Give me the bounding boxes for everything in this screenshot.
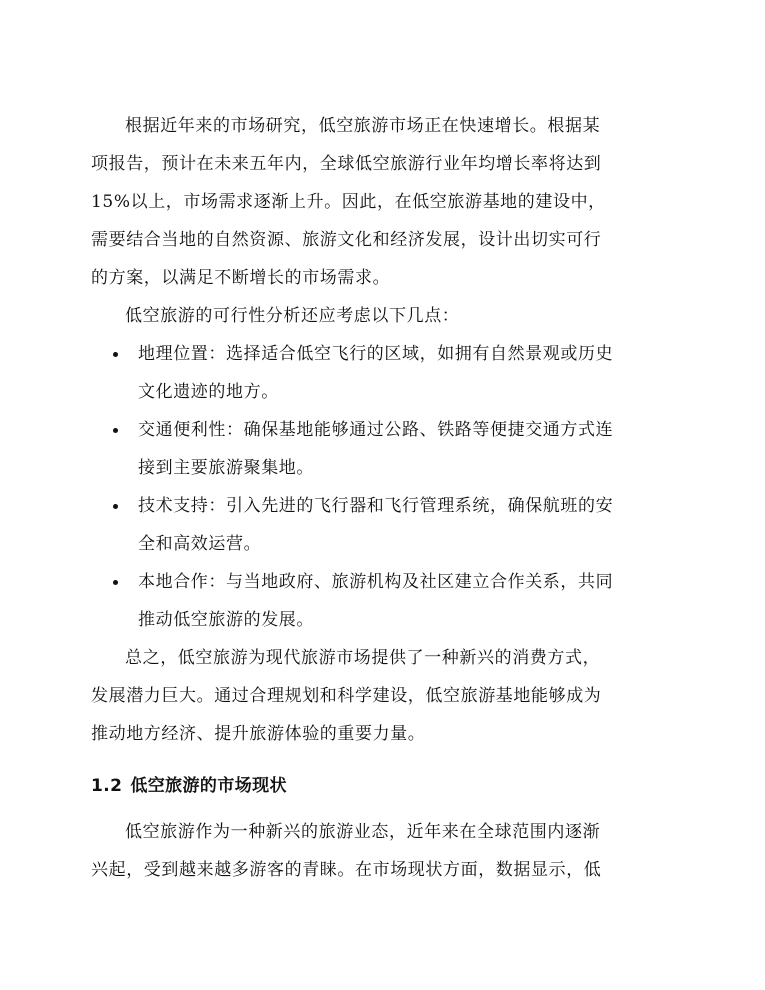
text-line: 需要结合当地的自然资源、旅游文化和经济发展，设计出切实可行 (91, 230, 602, 250)
text-line: 总之，低空旅游为现代旅游市场提供了一种新兴的消费方式， (125, 648, 601, 668)
text-line: 项报告，预计在未来五年内，全球低空旅游行业年均增长率将达到 (91, 154, 602, 174)
document-body (91, 107, 681, 889)
bullet-icon (113, 504, 118, 509)
list-item (91, 563, 681, 639)
bullet-icon (113, 580, 118, 585)
list-item-line: 技术支持：引入先进的飞行器和飞行管理系统，确保航班的安 (138, 496, 614, 516)
text-line: 发展潜力巨大。通过合理规划和科学建设，低空旅游基地能够成为 (91, 686, 602, 706)
list-item (91, 411, 681, 487)
text-line: 兴起，受到越来越多游客的青睐。在市场现状方面，数据显示，低 (91, 860, 602, 880)
text-line: 的方案，以满足不断增长的市场需求。 (91, 268, 391, 288)
section-heading (91, 767, 681, 805)
paragraph-feasibility-intro: 低空旅游的可行性分析还应考虑以下几点： (125, 306, 460, 326)
paragraph-conclusion (91, 639, 681, 753)
paragraph-market-growth (91, 107, 681, 297)
section-title: 低空旅游的市场现状 (130, 776, 287, 796)
bullet-icon (113, 352, 118, 357)
text-line: 根据近年来的市场研究，低空旅游市场正在快速增长。根据某 (125, 116, 601, 136)
list-item-line: 接到主要旅游聚集地。 (138, 458, 314, 478)
text-line: 推动地方经济、提升旅游体验的重要力量。 (91, 724, 426, 744)
text-line: 低空旅游作为一种新兴的旅游业态，近年来在全球范围内逐渐 (125, 822, 601, 842)
text-line: 15%以上，市场需求逐渐上升。因此，在低空旅游基地的建设中， (91, 192, 606, 212)
bullet-icon (113, 428, 118, 433)
list-item (91, 487, 681, 563)
section-number: 1.2 (91, 776, 123, 796)
list-item-line: 交通便利性：确保基地能够通过公路、铁路等便捷交通方式连 (138, 420, 614, 440)
list-item-line: 全和高效运营。 (138, 534, 262, 554)
list-item-line: 推动低空旅游的发展。 (138, 610, 314, 630)
list-item-line: 地理位置：选择适合低空飞行的区域，如拥有自然景观或历史 (138, 344, 614, 364)
feasibility-list (91, 335, 681, 639)
list-item-line: 文化遗迹的地方。 (138, 382, 279, 402)
list-item-line: 本地合作：与当地政府、旅游机构及社区建立合作关系，共同 (138, 572, 614, 592)
paragraph-market-status (91, 813, 681, 889)
list-item (91, 335, 681, 411)
